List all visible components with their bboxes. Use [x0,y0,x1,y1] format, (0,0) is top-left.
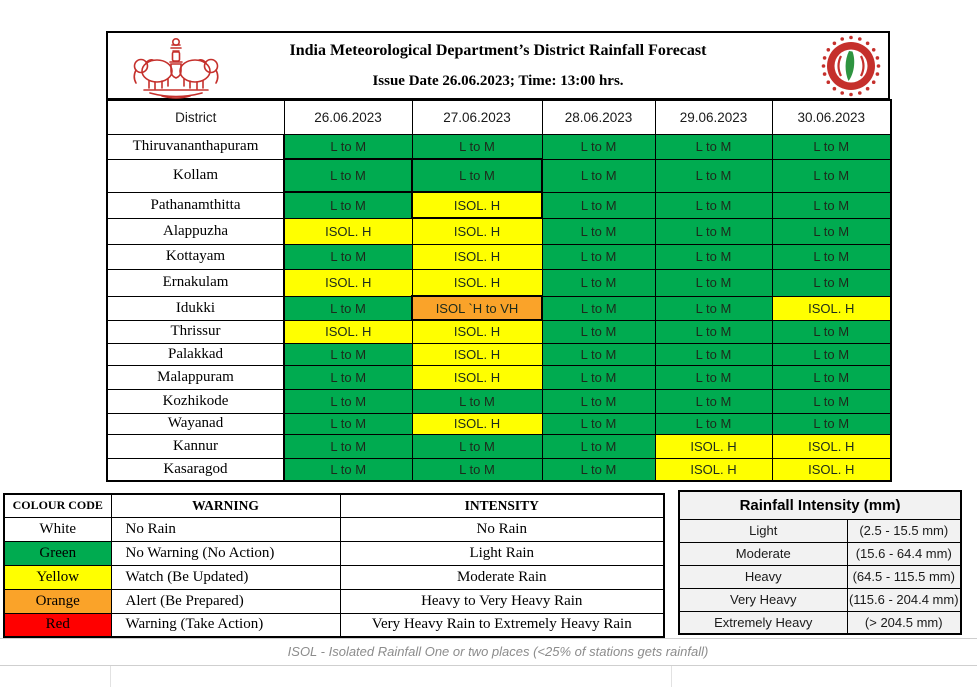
forecast-cell: ISOL. H [412,320,542,343]
forecast-cell: ISOL. H [772,296,891,320]
forecast-cell: L to M [655,365,772,389]
forecast-cell: L to M [542,159,655,192]
forecast-cell: L to M [412,458,542,481]
forecast-row [107,269,891,296]
forecast-row [107,320,891,343]
forecast-table [106,99,892,482]
warning-table-body [4,517,664,637]
forecast-cell: L to M [542,244,655,269]
district-name: Kozhikode [107,389,284,413]
colour-code-cell: Yellow [4,565,111,589]
forecast-cell: L to M [542,343,655,365]
issue-date-line: Issue Date 26.06.2023; Time: 13:00 hrs. [372,73,624,89]
forecast-cell: L to M [412,389,542,413]
forecast-cell: L to M [655,244,772,269]
intensity-row [679,588,961,611]
forecast-cell: L to M [772,134,891,159]
warning-row [4,565,664,589]
district-name: Pathanamthitta [107,192,284,218]
forecast-cell: L to M [655,296,772,320]
forecast-cell: L to M [542,434,655,458]
forecast-row [107,159,891,192]
gridline-stub [671,666,672,687]
district-name: Thiruvananthapuram [107,134,284,159]
forecast-cell: ISOL. H [412,269,542,296]
district-name: Kannur [107,434,284,458]
intensity-label: Moderate [679,542,847,565]
forecast-row [107,343,891,365]
forecast-cell: ISOL. H [655,434,772,458]
warning-row [4,613,664,637]
column-header-date: 28.06.2023 [542,100,655,134]
forecast-cell: L to M [655,320,772,343]
forecast-cell: L to M [542,458,655,481]
forecast-cell: L to M [772,365,891,389]
forecast-row [107,192,891,218]
district-name: Idukki [107,296,284,320]
forecast-row [107,458,891,481]
forecast-cell: ISOL. H [412,218,542,244]
forecast-cell: L to M [772,218,891,244]
rainfall-intensity-table-wrap [678,490,960,635]
forecast-cell: ISOL. H [412,365,542,389]
forecast-cell: L to M [284,244,412,269]
rainfall-intensity-header-row [679,491,961,519]
intensity-cell: Very Heavy Rain to Extremely Heavy Rain [340,613,664,637]
column-header-date: 26.06.2023 [284,100,412,134]
forecast-cell: L to M [772,389,891,413]
warning-cell: Watch (Be Updated) [111,565,340,589]
forecast-cell: L to M [284,458,412,481]
forecast-cell: L to M [284,192,412,218]
intensity-label: Light [679,519,847,542]
intensity-cell: Heavy to Very Heavy Rain [340,589,664,613]
colour-code-cell: Orange [4,589,111,613]
forecast-cell: L to M [772,192,891,218]
forecast-header-row [107,100,891,134]
warning-cell: Alert (Be Prepared) [111,589,340,613]
warning-cell: No Warning (No Action) [111,541,340,565]
forecast-cell: ISOL. H [772,434,891,458]
intensity-row [679,542,961,565]
district-name: Alappuzha [107,218,284,244]
intensity-label: Heavy [679,565,847,588]
intensity-cell: No Rain [340,517,664,541]
warning-cell: Warning (Take Action) [111,613,340,637]
warning-cell: No Rain [111,517,340,541]
footer-note-strip [0,638,977,666]
forecast-cell: L to M [655,389,772,413]
colour-code-header: COLOUR CODE [4,494,111,517]
forecast-cell: L to M [655,218,772,244]
header-banner [106,31,890,100]
colour-code-cell: Red [4,613,111,637]
forecast-cell: L to M [772,343,891,365]
forecast-cell: ISOL. H [284,218,412,244]
forecast-cell: L to M [655,192,772,218]
forecast-row [107,434,891,458]
forecast-cell: L to M [655,134,772,159]
forecast-cell: L to M [542,365,655,389]
forecast-cell: L to M [412,159,542,192]
warning-row [4,541,664,565]
forecast-row [107,218,891,244]
forecast-cell: ISOL. H [655,458,772,481]
district-name: Kottayam [107,244,284,269]
page-title: India Meteorological Department’s District Rainfall Forecast [289,42,707,59]
forecast-cell: L to M [284,413,412,434]
warning-row [4,517,664,541]
forecast-cell: L to M [655,343,772,365]
intensity-cell: Moderate Rain [340,565,664,589]
intensity-header: INTENSITY [340,494,664,517]
forecast-cell: L to M [284,296,412,320]
forecast-cell: ISOL. H [412,192,542,218]
forecast-cell: L to M [655,413,772,434]
intensity-table-body [679,519,961,634]
intensity-range: (115.6 - 204.4 mm) [847,588,961,611]
intensity-range: (> 204.5 mm) [847,611,961,634]
isol-definition-note: ISOL - Isolated Rainfall One or two places (<25% of stations gets rainfall) [287,644,709,659]
column-header-district: District [107,100,284,134]
forecast-row [107,134,891,159]
forecast-cell: ISOL. H [284,269,412,296]
warning-header-row [4,494,664,517]
forecast-cell: L to M [542,413,655,434]
intensity-row [679,519,961,542]
forecast-cell: ISOL. H [772,458,891,481]
district-name: Kollam [107,159,284,192]
forecast-cell: L to M [412,434,542,458]
forecast-cell: L to M [655,269,772,296]
forecast-cell: L to M [284,343,412,365]
rainfall-intensity-table [678,490,962,635]
intensity-range: (2.5 - 15.5 mm) [847,519,961,542]
forecast-cell: L to M [772,269,891,296]
column-header-date: 29.06.2023 [655,100,772,134]
colour-code-cell: Green [4,541,111,565]
forecast-cell: L to M [772,244,891,269]
forecast-cell: L to M [542,320,655,343]
forecast-row [107,365,891,389]
rainfall-intensity-title: Rainfall Intensity (mm) [679,491,961,519]
intensity-row [679,611,961,634]
forecast-cell: L to M [284,365,412,389]
district-name: Wayanad [107,413,284,434]
forecast-table-body [107,134,891,481]
forecast-cell: L to M [542,218,655,244]
intensity-label: Very Heavy [679,588,847,611]
forecast-cell: L to M [284,159,412,192]
forecast-cell: ISOL. H [412,343,542,365]
forecast-row [107,296,891,320]
forecast-cell: L to M [772,413,891,434]
forecast-cell: L to M [542,269,655,296]
forecast-cell: L to M [284,134,412,159]
colour-code-table [3,493,665,638]
imd-logo-icon [819,34,883,103]
district-name: Kasaragod [107,458,284,481]
intensity-range: (64.5 - 115.5 mm) [847,565,961,588]
forecast-cell: ISOL. H [284,320,412,343]
forecast-cell: L to M [542,389,655,413]
forecast-row [107,389,891,413]
forecast-cell: L to M [284,434,412,458]
intensity-row [679,565,961,588]
forecast-cell: L to M [284,389,412,413]
district-name: Ernakulam [107,269,284,296]
district-name: Palakkad [107,343,284,365]
forecast-cell: ISOL. H [412,413,542,434]
warning-header: WARNING [111,494,340,517]
column-header-date: 30.06.2023 [772,100,891,134]
forecast-cell: L to M [542,296,655,320]
intensity-cell: Light Rain [340,541,664,565]
forecast-row [107,244,891,269]
forecast-cell: L to M [772,320,891,343]
forecast-cell: L to M [655,159,772,192]
forecast-cell: L to M [542,192,655,218]
warning-row [4,589,664,613]
gridline-stub [110,666,111,687]
forecast-cell: L to M [412,134,542,159]
district-name: Thrissur [107,320,284,343]
forecast-cell: L to M [542,134,655,159]
forecast-row [107,413,891,434]
intensity-label: Extremely Heavy [679,611,847,634]
colour-code-cell: White [4,517,111,541]
intensity-range: (15.6 - 64.4 mm) [847,542,961,565]
forecast-cell: L to M [772,159,891,192]
column-header-date: 27.06.2023 [412,100,542,134]
forecast-table-wrap [106,99,890,482]
colour-code-table-wrap [3,493,663,638]
forecast-cell: ISOL. H [412,244,542,269]
forecast-cell: ISOL `H to VH [412,296,542,320]
district-name: Malappuram [107,365,284,389]
